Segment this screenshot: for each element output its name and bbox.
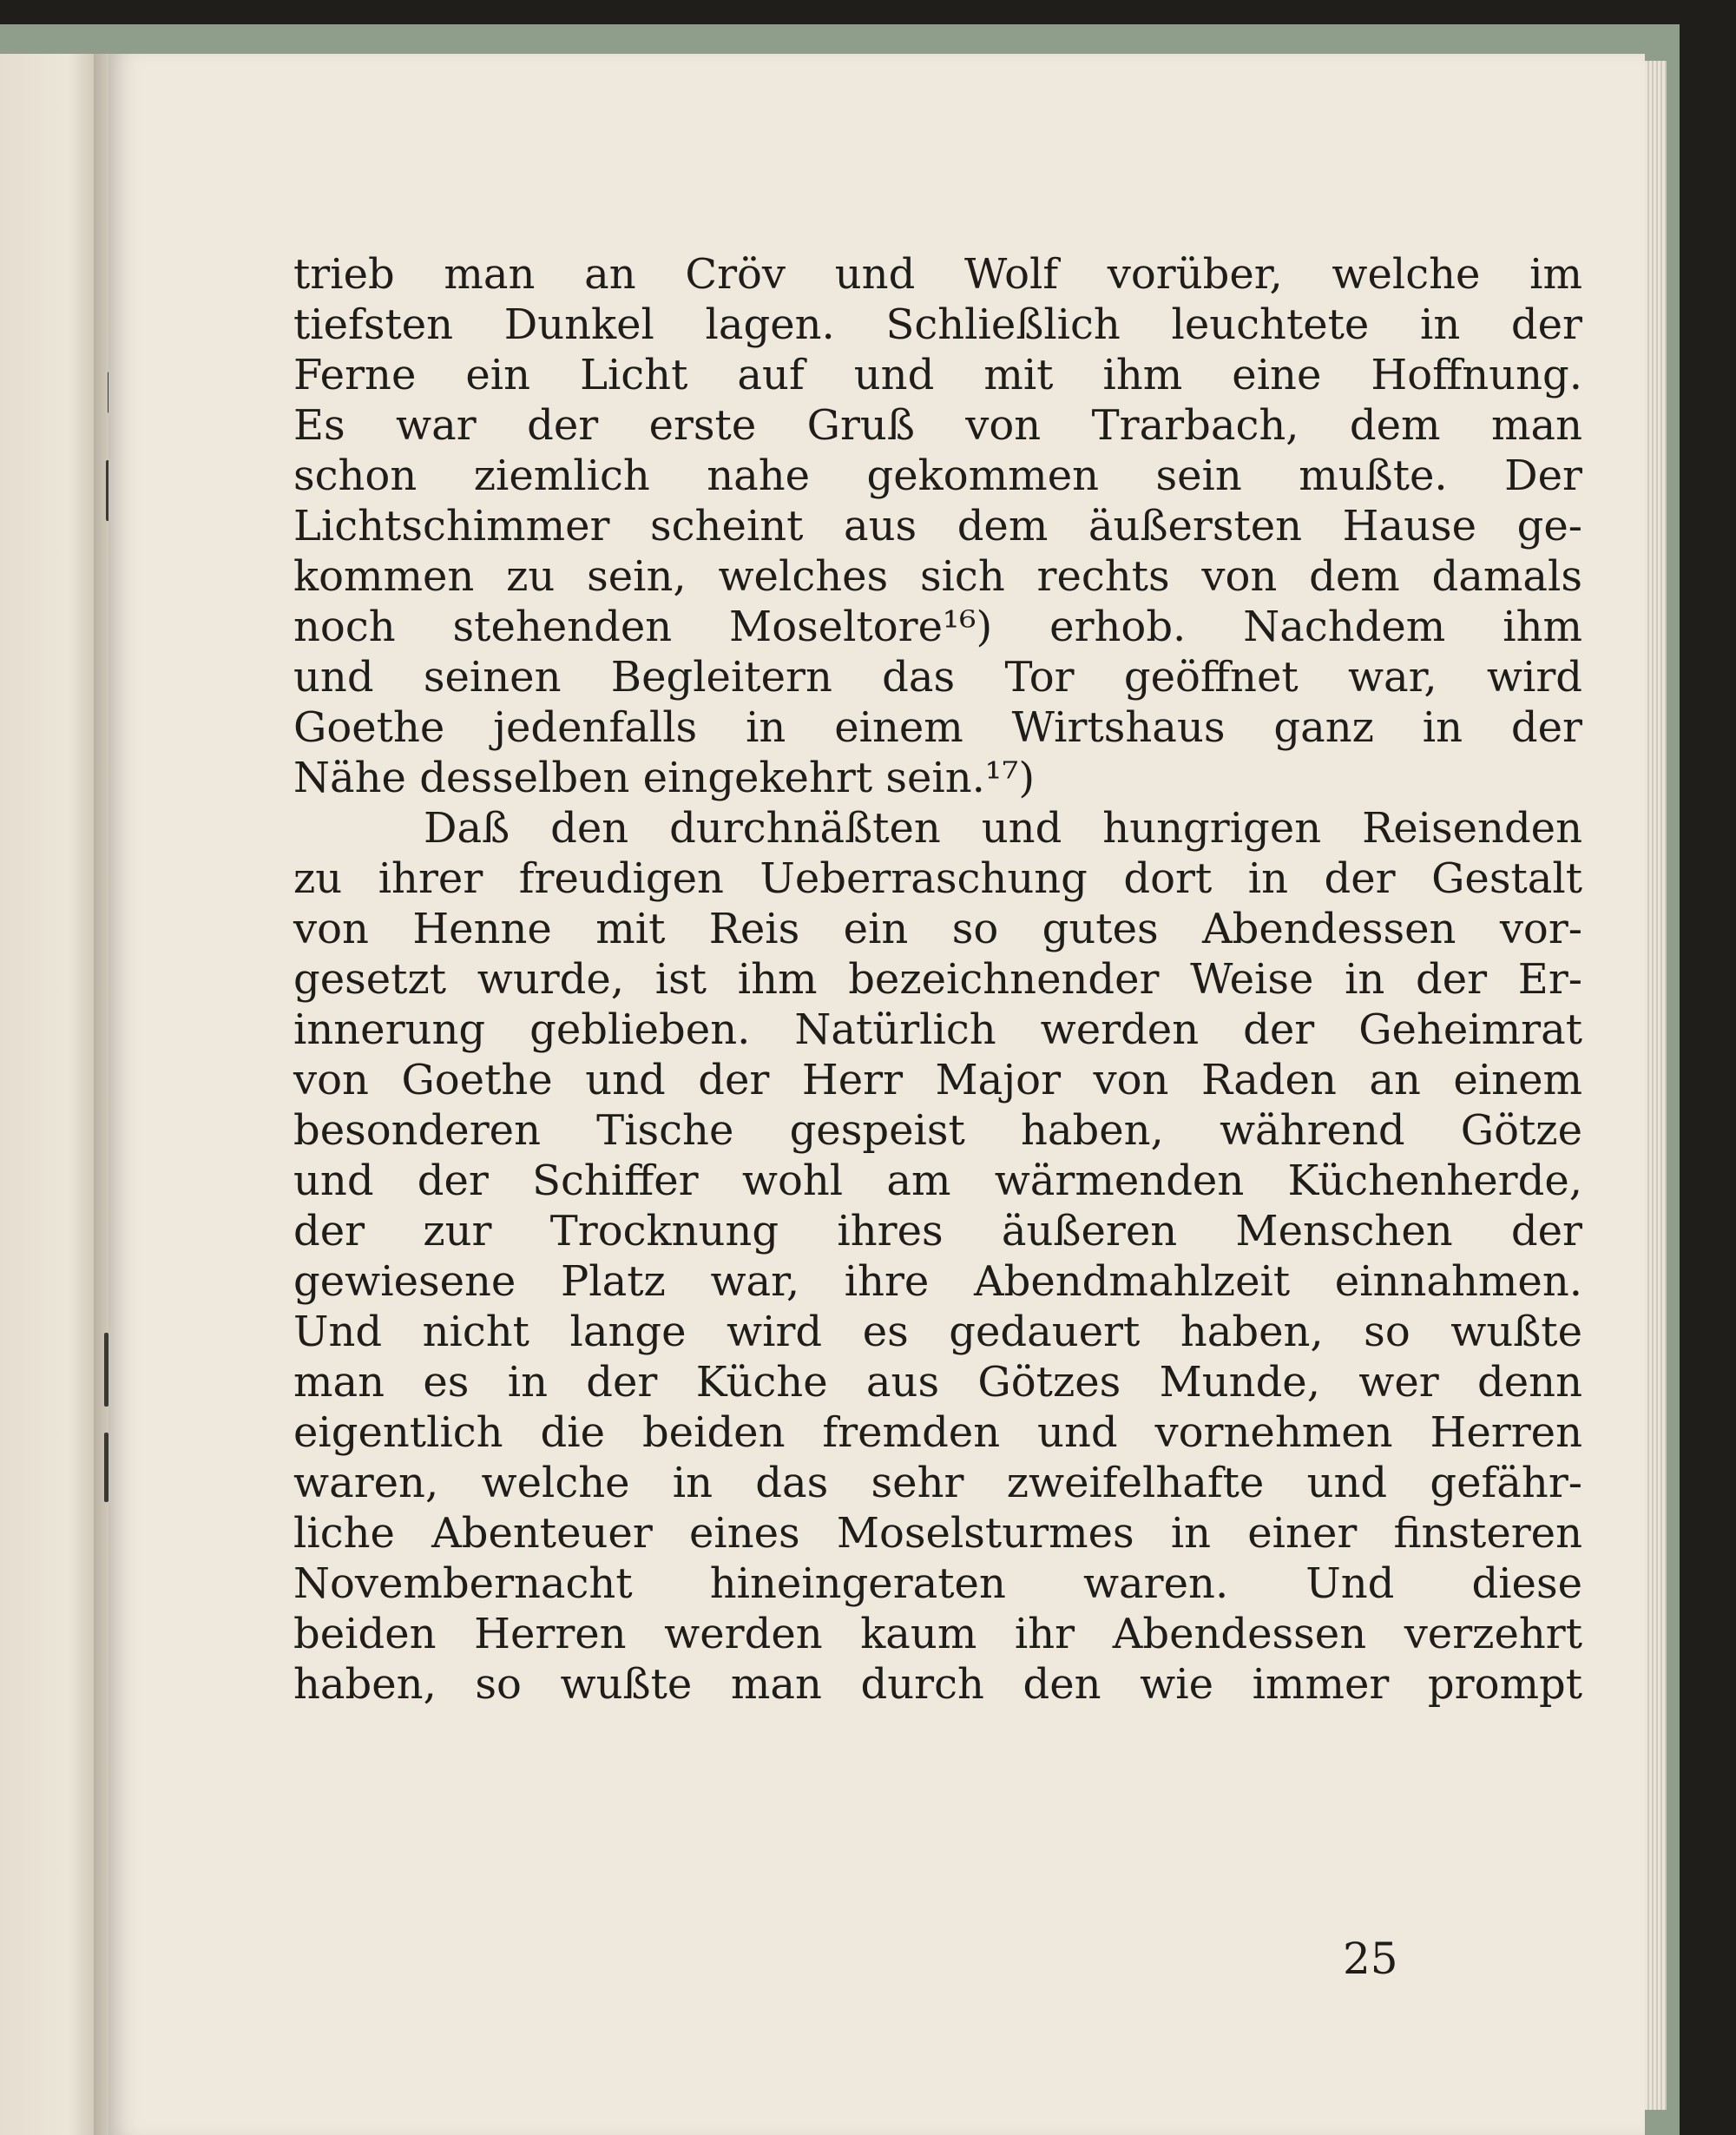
text-line: Nähe desselben eingekehrt sein.¹⁷) (293, 754, 1036, 802)
text-line: Ferne ein Licht auf und mit ihm eine Hoffnung. (293, 351, 1582, 399)
text-line: der zur Trocknung ihres äußeren Menschen der (293, 1207, 1582, 1255)
text-line: von Goethe und der Herr Major von Raden an einem (293, 1056, 1582, 1104)
facing-page (0, 54, 97, 2135)
text-line: trieb man an Cröv und Wolf vorüber, welche im (293, 250, 1582, 299)
text-line: gesetzt wurde, ist ihm bezeichnender Weise in der Er- (293, 955, 1582, 1004)
text-line: tiefsten Dunkel lagen. Schließlich leuchtete in der (293, 300, 1582, 349)
text-line: Daß den durchnäßten und hungrigen Reisenden (424, 804, 1582, 853)
text-line: waren, welche in das sehr zweifelhafte und gefähr- (293, 1459, 1582, 1507)
text-line: man es in der Küche aus Götzes Munde, wer denn (293, 1358, 1582, 1407)
text-line: innerung geblieben. Natürlich werden der Geheimrat (293, 1005, 1582, 1054)
text-line: schon ziemlich nahe gekommen sein mußte. Der (293, 451, 1582, 500)
book-page (108, 54, 1645, 2135)
text-line: und seinen Begleitern das Tor geöffnet war, wird (293, 653, 1582, 702)
text-line: Und nicht lange wird es gedauert haben, so wußte (293, 1308, 1582, 1356)
text-line: Novembernacht hineingeraten waren. Und diese (293, 1559, 1582, 1608)
body-text (293, 249, 1582, 1710)
text-line: und der Schiffer wohl am wärmenden Küchenherde, (293, 1156, 1582, 1205)
text-line: Es war der erste Gruß von Trarbach, dem man (293, 401, 1582, 450)
text-line: eigentlich die beiden fremden und vornehmen Herren (293, 1408, 1582, 1457)
text-line: kommen zu sein, welches sich rechts von dem damals (293, 552, 1582, 601)
text-line: besonderen Tische gespeist haben, während Götze (293, 1106, 1582, 1155)
text-line: noch stehenden Moseltore¹⁶) erhob. Nachdem ihm (293, 603, 1582, 651)
text-line: gewiesene Platz war, ihre Abendmahlzeit einnahmen. (293, 1257, 1582, 1306)
text-line: Lichtschimmer scheint aus dem äußersten Hause ge- (293, 502, 1582, 550)
text-line: von Henne mit Reis ein so gutes Abendessen vor- (293, 905, 1582, 953)
text-line: haben, so wußte man durch den wie immer prompt (293, 1660, 1582, 1709)
text-line: zu ihrer freudigen Ueberraschung dort in der Gestalt (293, 854, 1582, 903)
page-number: 25 (1343, 1934, 1398, 1984)
text-line: beiden Herren werden kaum ihr Abendessen verzehrt (293, 1610, 1582, 1658)
text-line: liche Abenteuer eines Moselsturmes in einer finsteren (293, 1509, 1582, 1558)
text-line: Goethe jedenfalls in einem Wirtshaus ganz in der (293, 703, 1582, 752)
